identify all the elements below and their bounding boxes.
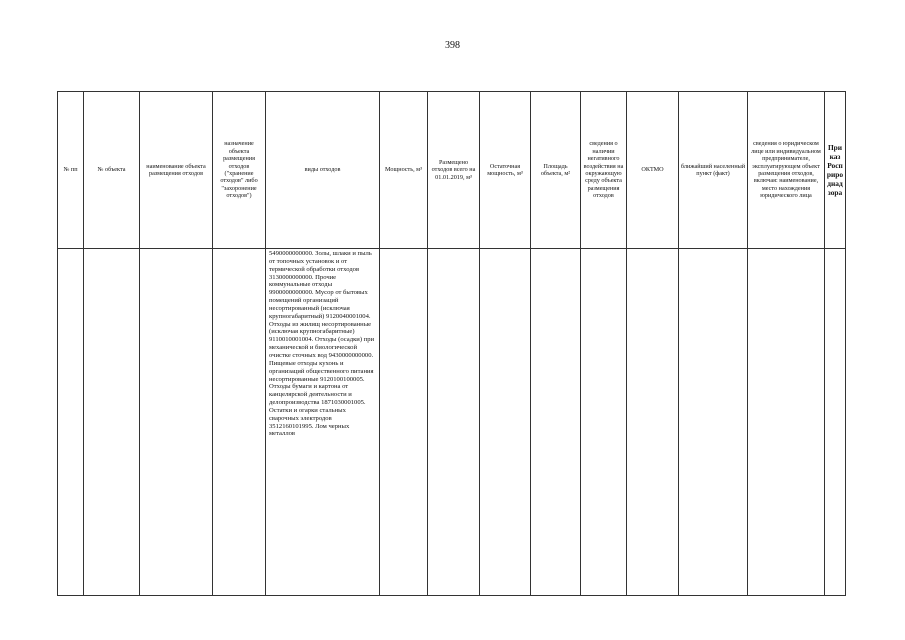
cell-oktmo [627,249,679,596]
waste-facility-table [57,91,846,596]
header-object-number: № объекта [84,92,140,249]
cell-negative-impact [581,249,627,596]
cell-placed-total [428,249,480,596]
header-nearest-settlement: ближайший населенный пункт (факт) [679,92,748,249]
header-capacity: Мощность, м³ [380,92,428,249]
header-waste-kinds: виды отходов [266,92,380,249]
header-purpose: назначение объекта размещения отходов ("хранение отходов" либо "захоронение отходов") [213,92,266,249]
header-area: Площадь объекта, м² [531,92,581,249]
cell-residual-capacity [480,249,531,596]
cell-purpose [213,249,266,596]
header-operator-info: сведения о юридическом лице или индивидуальном предпринимателе, эксплуатирующем объект размещения отходов, включая: наименование, место нахождения юридического лица [748,92,825,249]
header-pp-number: № пп [58,92,84,249]
table-header-row [58,92,846,249]
table-row [58,249,846,596]
cell-object-number [84,249,140,596]
page-number: 398 [445,40,460,51]
cell-order [825,249,846,596]
header-oktmo: ОКТМО [627,92,679,249]
cell-area [531,249,581,596]
cell-object-name [140,249,213,596]
header-order: Приказ Росприроднадзора [825,92,846,249]
header-object-name: наименование объекта размещения отходов [140,92,213,249]
header-residual-capacity: Остаточная мощность, м³ [480,92,531,249]
cell-capacity [380,249,428,596]
header-negative-impact: сведения о наличии негативного воздействия на окружающую среду объекта размещения отходов [581,92,627,249]
cell-operator-info [748,249,825,596]
cell-nearest-settlement [679,249,748,596]
cell-pp-number [58,249,84,596]
cell-waste-kinds: 5490000000000. Золы, шлаки и пыль от топочных установок и от термической обработки отходов 3130000000000. Прочие коммунальные отходы 9900000000000. Мусор от бытовых помещений организаций несортированный (исключая крупногабаритный) 9120040001004. Отходы из жилищ несортированные (исключая крупногабаритные) 9110010001004. Отходы (осадки) при механической и биологической очистке сточных вод 9430000000000. Пищевые отходы кухонь и организаций общественного питания несортированные 9120100100005. Отходы бумаги и картона от канцелярской деятельности и делопроизводства 1871030001005. Остатки и огарки стальных сварочных электродов 3512160101995. Лом черных металлов [266,249,380,596]
header-placed-total: Размещено отходов всего на 01.01.2019, м³ [428,92,480,249]
